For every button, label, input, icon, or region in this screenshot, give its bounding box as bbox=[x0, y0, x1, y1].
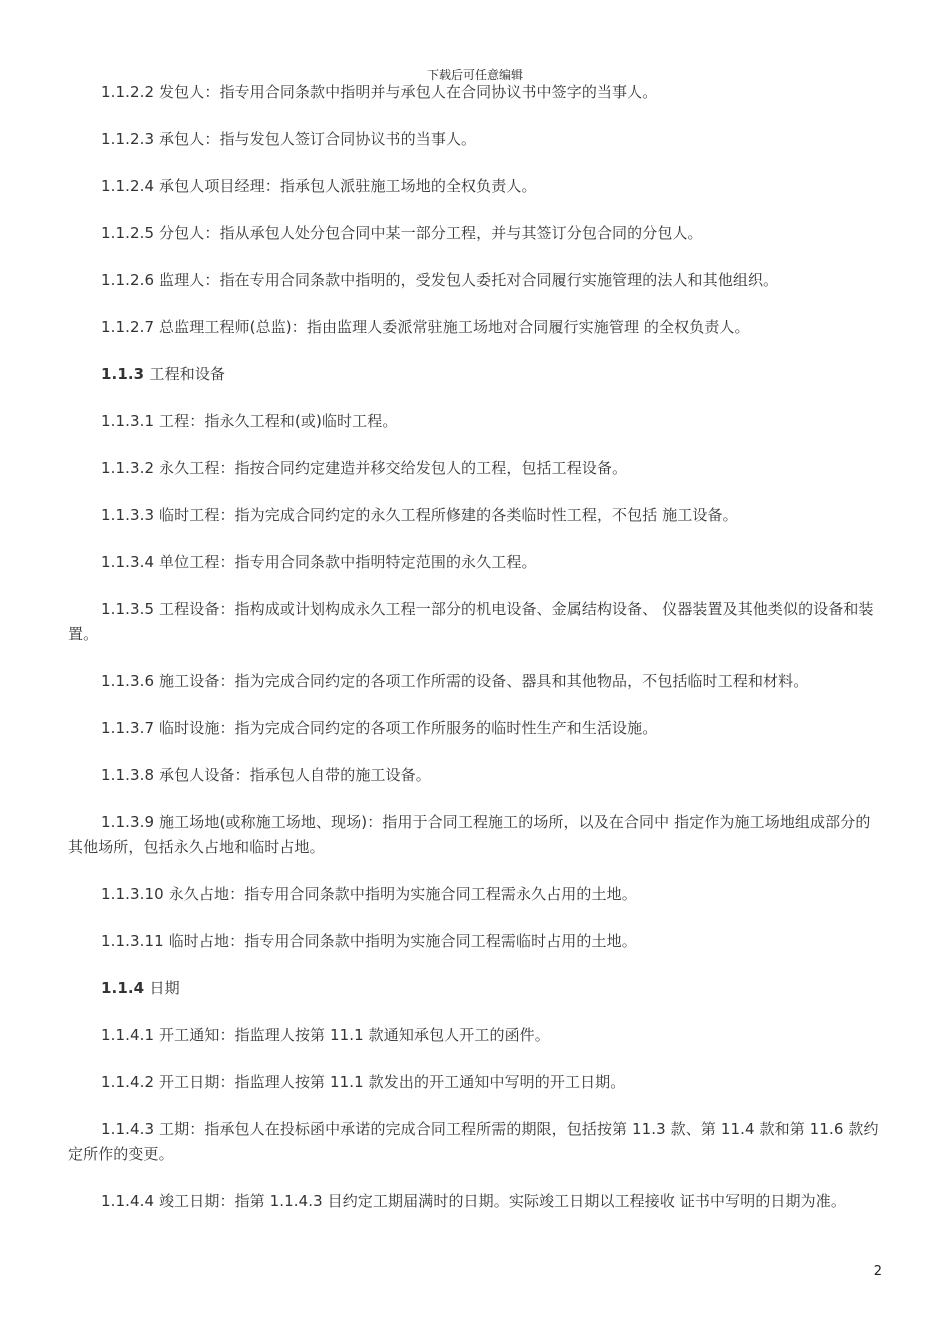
section-heading-number: 1.1.4 bbox=[101, 979, 145, 997]
paragraph: 1.1.2.4 承包人项目经理：指承包人派驻施工场地的全权负责人。 bbox=[101, 177, 537, 195]
paragraph: 1.1.2.7 总监理工程师(总监)：指由监理人委派常驻施工场地对合同履行实施管理 的全权负责人。 bbox=[101, 318, 750, 336]
page-number: 2 bbox=[873, 1264, 882, 1279]
section-heading-title: 日期 bbox=[149, 979, 180, 997]
paragraph: 1.1.3.3 临时工程：指为完成合同约定的永久工程所修建的各类临时性工程，不包括 施工设备。 bbox=[101, 506, 738, 524]
page-header: 下载后可任意编辑 bbox=[426, 68, 523, 82]
paragraph: 1.1.4.1 开工通知：指监理人按第 11.1 款通知承包人开工的函件。 bbox=[101, 1026, 550, 1044]
paragraph: 1.1.2.2 发包人：指专用合同条款中指明并与承包人在合同协议书中签字的当事人。 bbox=[101, 83, 658, 101]
section-heading-number: 1.1.3 bbox=[101, 365, 145, 383]
paragraph: 1.1.3.8 承包人设备：指承包人自带的施工设备。 bbox=[101, 766, 431, 784]
paragraph: 1.1.3.10 永久占地：指专用合同条款中指明为实施合同工程需永久占用的土地。 bbox=[101, 885, 637, 903]
document-body bbox=[68, 80, 884, 1236]
paragraph: 1.1.3.2 永久工程：指按合同约定建造并移交给发包人的工程，包括工程设备。 bbox=[101, 459, 628, 477]
paragraph: 1.1.3.9 施工场地(或称施工场地、现场)：指用于合同工程施工的场所，以及在合同中 指定作为施工场地组成部分的其他场所，包括永久占地和临时占地。 bbox=[68, 813, 871, 856]
paragraph: 1.1.2.6 监理人：指在专用合同条款中指明的，受发包人委托对合同履行实施管理的法人和其他组织。 bbox=[101, 271, 779, 289]
paragraph: 1.1.4.2 开工日期：指监理人按第 11.1 款发出的开工通知中写明的开工日期。 bbox=[101, 1073, 626, 1091]
section-heading bbox=[68, 362, 884, 387]
section-heading-title: 工程和设备 bbox=[149, 365, 226, 383]
paragraph: 1.1.3.5 工程设备：指构成或计划构成永久工程一部分的机电设备、金属结构设备、 仪器装置及其他类似的设备和装置。 bbox=[68, 600, 874, 643]
paragraph: 1.1.3.1 工程：指永久工程和(或)临时工程。 bbox=[101, 412, 398, 430]
paragraph: 1.1.4.3 工期：指承包人在投标函中承诺的完成合同工程所需的期限，包括按第 11.3 款、第 11.4 款和第 11.6 款约定所作的变更。 bbox=[68, 1120, 879, 1163]
paragraph: 1.1.3.4 单位工程：指专用合同条款中指明特定范围的永久工程。 bbox=[101, 553, 537, 571]
paragraph: 1.1.2.5 分包人：指从承包人处分包合同中某一部分工程，并与其签订分包合同的分包人。 bbox=[101, 224, 703, 242]
paragraph: 1.1.3.7 临时设施：指为完成合同约定的各项工作所服务的临时性生产和生活设施。 bbox=[101, 719, 658, 737]
paragraph: 1.1.3.6 施工设备：指为完成合同约定的各项工作所需的设备、器具和其他物品，不包括临时工程和材料。 bbox=[101, 672, 809, 690]
paragraph: 1.1.2.3 承包人：指与发包人签订合同协议书的当事人。 bbox=[101, 130, 477, 148]
section-heading bbox=[68, 976, 884, 1001]
paragraph: 1.1.4.4 竣工日期：指第 1.1.4.3 目约定工期届满时的日期。实际竣工日期以工程接收 证书中写明的日期为准。 bbox=[101, 1192, 846, 1210]
paragraph: 1.1.3.11 临时占地：指专用合同条款中指明为实施合同工程需临时占用的土地。 bbox=[101, 932, 637, 950]
